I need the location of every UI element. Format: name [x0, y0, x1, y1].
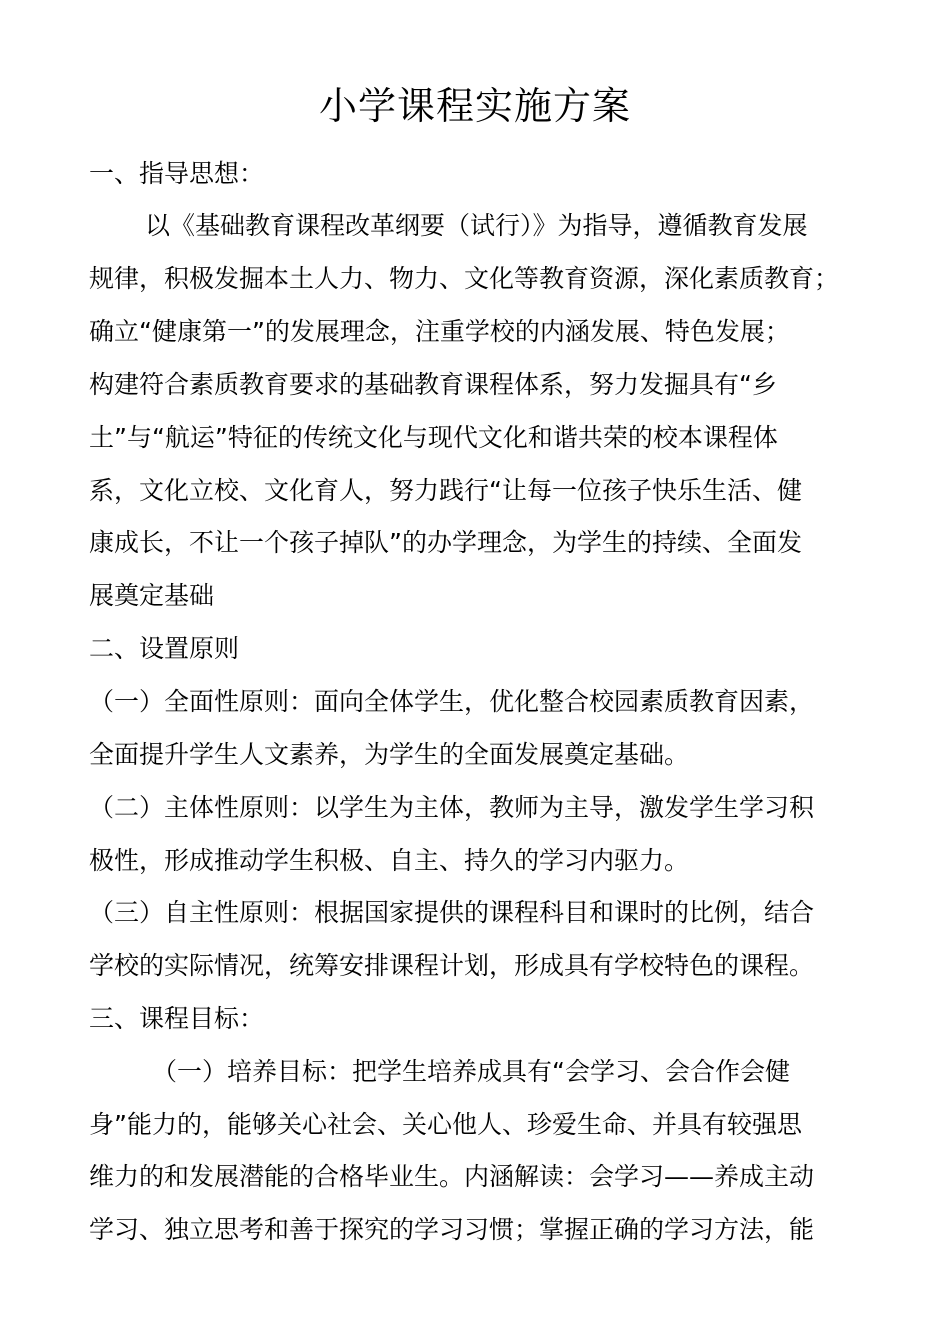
- paragraph-line: 身”能力的，能够关心社会、关心他人、珍爱生命、并具有较强思: [89, 1110, 802, 1139]
- paragraph-line: （一）全面性原则：面向全体学生，优化整合校园素质教育因素，: [89, 687, 815, 716]
- paragraph-line: 维力的和发展潜能的合格毕业生。内涵解读：会学习——养成主动: [89, 1162, 815, 1191]
- paragraph-line: 土”与“航运”特征的传统文化与现代文化和谐共荣的校本课程体: [89, 423, 778, 452]
- paragraph-line: 展奠定基础: [89, 581, 215, 610]
- paragraph-line: 构建符合素质教育要求的基础教育课程体系，努力发掘具有“乡: [89, 370, 777, 399]
- paragraph-line: 规律，积极发掘本土人力、物力、文化等教育资源，深化素质教育；: [89, 264, 840, 293]
- paragraph-line: 以《基础教育课程改革纲要（试行）》为指导，遵循教育发展: [145, 211, 808, 240]
- paragraph-line: （一）培养目标：把学生培养成具有“会学习、会合作会健: [152, 1057, 790, 1086]
- section-heading-course-goals: 三、课程目标：: [89, 1004, 265, 1033]
- section-heading-principles: 二、设置原则: [89, 634, 240, 663]
- paragraph-line: 学习、独立思考和善于探究的学习习惯；掌握正确的学习方法，能: [89, 1215, 815, 1244]
- document-title: 小学课程实施方案: [318, 84, 631, 128]
- paragraph-line: 确立“健康第一”的发展理念，注重学校的内涵发展、特色发展；: [89, 317, 790, 346]
- paragraph-line: 全面提升学生人文素养，为学生的全面发展奠定基础。: [89, 740, 690, 769]
- paragraph-line: 康成长，不让一个孩子掉队”的办学理念，为学生的持续、全面发: [89, 528, 802, 557]
- paragraph-line: （二）主体性原则：以学生为主体，教师为主导，激发学生学习积: [89, 793, 815, 822]
- paragraph-line: （三）自主性原则：根据国家提供的课程科目和课时的比例，结合: [89, 898, 815, 927]
- paragraph-line: 学校的实际情况，统筹安排课程计划，形成具有学校特色的课程。: [89, 951, 815, 980]
- paragraph-line: 系，文化立校、文化育人，努力践行“让每一位孩子快乐生活、健: [89, 476, 802, 505]
- paragraph-line: 极性，形成推动学生积极、自主、持久的学习内驱力。: [89, 846, 690, 875]
- section-heading-guiding-ideology: 一、指导思想：: [89, 159, 265, 188]
